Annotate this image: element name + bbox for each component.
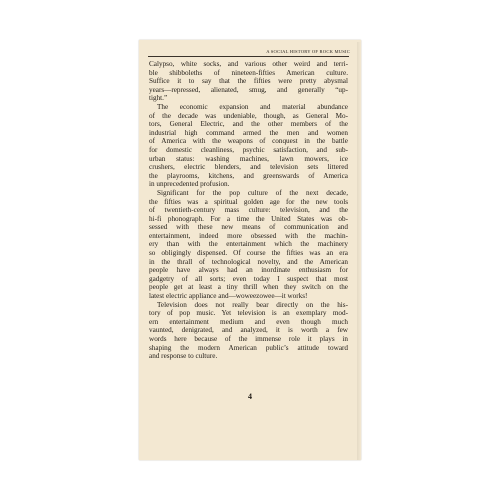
text-line: vaunted, denigrated, and analyzed, it is worth a few — [149, 326, 348, 335]
page-edge-shadow — [357, 42, 361, 460]
text-line: so obligingly dispensed. Of course the fifties was an era — [149, 249, 348, 258]
text-line: tors, General Electric, and the other members of the — [149, 120, 348, 129]
header-rule — [148, 56, 349, 57]
text-line: people have always had an inordinate enthusiasm for — [149, 266, 348, 275]
text-line: crushers, electric blenders, and television sets littered — [149, 163, 348, 172]
running-head: A SOCIAL HISTORY OF ROCK MUSIC — [266, 49, 350, 54]
text-line: sessed with these new means of communication and — [149, 223, 348, 232]
text-line: Suffice it to say that the fifties were pretty abysmal — [149, 77, 348, 86]
text-line: ern entertainment medium and even though much — [149, 317, 348, 326]
text-line: entertainment, indeed more obsessed with the machin- — [149, 231, 348, 240]
text-line: urban status: washing machines, lawn mowers, ice — [149, 154, 348, 163]
text-line: industrial high command armed the men and women — [149, 128, 348, 137]
paragraph — [149, 60, 348, 103]
text-line: the fifties was a spiritual golden age for the new tools — [149, 197, 348, 206]
paragraph — [149, 189, 348, 301]
text-line: of the decade was undeniable, though, as General Mo- — [149, 111, 348, 120]
text-line: of America with the weapons of conquest in the battle — [149, 137, 348, 146]
text-line: years—repressed, alienated, smug, and generally “up- — [149, 85, 348, 94]
text-line: in unprecedented profusion. — [149, 180, 230, 189]
text-line: Calypso, white socks, and various other weird and terri- — [149, 60, 348, 68]
text-line: words here because of the immense role it plays in — [149, 335, 348, 343]
text-line: latest electric appliance and—woweezowee—it works! — [149, 292, 308, 301]
page-number: 4 — [248, 392, 252, 401]
text-line: ble shibboleths of nineteen-fifties American culture. — [149, 68, 348, 77]
text-line: and response to culture. — [149, 352, 218, 361]
text-line: gadgetry of all sorts; even today I suspect that most — [149, 274, 348, 283]
paragraph — [149, 301, 348, 361]
text-line: The economic expansion and material abundance — [157, 102, 348, 111]
text-line: Television does not really bear directly on the his- — [157, 300, 348, 309]
text-line: tory of pop music. Yet television is an exemplary mod- — [149, 309, 348, 318]
text-line: ery than with the entertainment which the machinery — [149, 240, 348, 249]
text-line: in the thrall of technological novelty, and the American — [149, 257, 348, 266]
text-line: for domestic cleanliness, psychic satisfaction, and sub- — [149, 145, 348, 154]
text-line: people get at least a tiny thrill when they switch on the — [149, 283, 348, 292]
text-line: the playrooms, kitchens, and greenswards of America — [149, 171, 348, 180]
text-line: tight.” — [149, 94, 168, 103]
paragraph — [149, 103, 348, 189]
body-text — [149, 60, 348, 361]
text-line: shaping the modern American public’s attitude toward — [149, 343, 348, 352]
text-line: Significant for the pop culture of the next decade, — [157, 188, 348, 197]
text-line: of twentieth-century mass culture: television, and the — [149, 206, 348, 215]
text-line: hi-fi phonograph. For a time the United States was ob- — [149, 214, 348, 223]
